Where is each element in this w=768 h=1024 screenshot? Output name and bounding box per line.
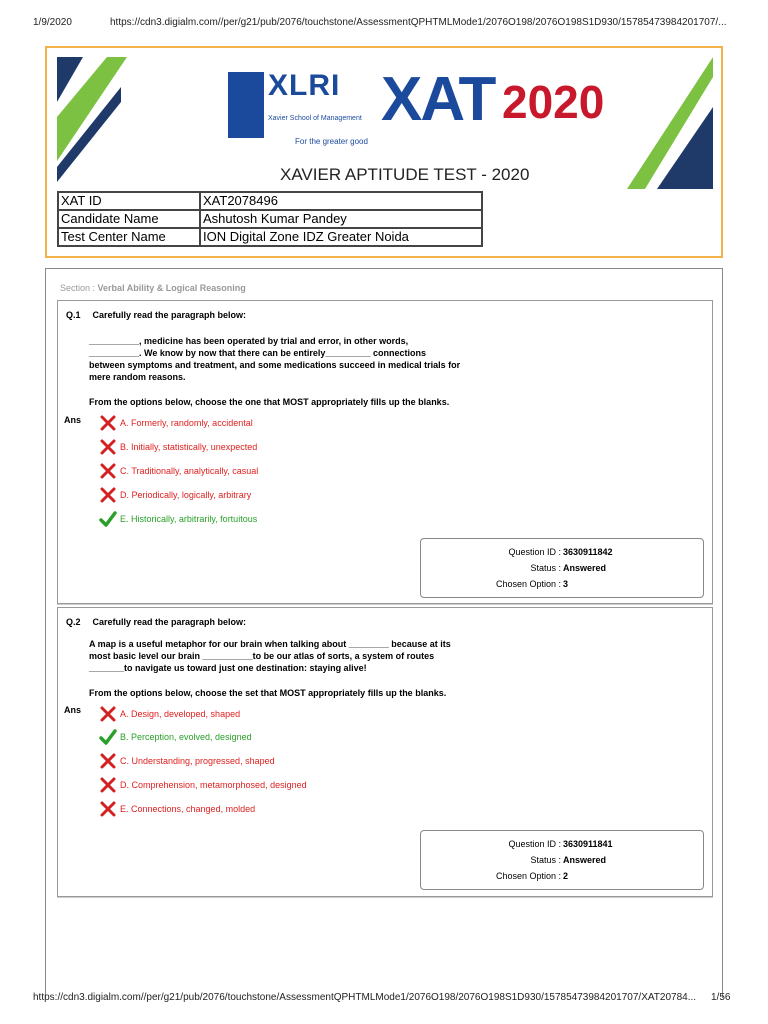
- question-prompt: Carefully read the paragraph below:: [92, 310, 247, 320]
- meta-qid-value: 3630911841: [563, 839, 613, 849]
- question-meta-box: [420, 538, 704, 598]
- option-text: C. Understanding, progressed, shaped: [120, 756, 275, 766]
- info-key: XAT ID: [58, 192, 200, 210]
- cross-icon: [99, 777, 117, 793]
- meta-status-label: Status :: [530, 563, 561, 573]
- paragraph-line: most basic level our brain __________to be our atlas of sorts, a system of routes: [89, 651, 435, 661]
- option-e[interactable]: [99, 801, 255, 817]
- option-text: E. Connections, changed, molded: [120, 804, 256, 814]
- paragraph-line: _______to navigate us toward just one destination: staying alive!: [89, 663, 367, 673]
- xlri-tagline: For the greater good: [295, 137, 368, 146]
- question-paragraph: [89, 638, 529, 674]
- question-number: Q.2: [66, 617, 81, 627]
- option-text: D. Periodically, logically, arbitrary: [120, 490, 252, 500]
- meta-qid-label: Question ID :: [508, 547, 561, 557]
- question-instruction: From the options below, choose the set that MOST appropriately fills up the blanks.: [89, 688, 447, 698]
- section-label: [60, 283, 246, 293]
- banner-subtitle: XAVIER APTITUDE TEST - 2020: [280, 165, 530, 184]
- option-c[interactable]: [99, 463, 258, 479]
- question-header: [66, 310, 246, 320]
- print-header: [0, 17, 768, 33]
- paragraph-line: A map is a useful metaphor for our brain when talking about ________ because at its: [89, 639, 451, 649]
- info-value: Ashutosh Kumar Pandey: [200, 210, 482, 228]
- xlri-emblem-icon: [228, 72, 264, 138]
- option-b[interactable]: [99, 729, 252, 745]
- page-number: 1/56: [711, 992, 731, 1003]
- cross-icon: [99, 706, 117, 722]
- candidate-info-table: [57, 191, 483, 247]
- question-number: Q.1: [66, 310, 81, 320]
- xat-year: 2020: [502, 76, 605, 128]
- option-e[interactable]: [99, 511, 257, 527]
- print-footer: [0, 992, 768, 1006]
- ans-label: Ans: [64, 705, 82, 715]
- meta-qid-value: 3630911842: [563, 547, 613, 557]
- paragraph-line: mere random reasons.: [89, 372, 186, 382]
- question-prompt: Carefully read the paragraph below:: [92, 617, 247, 627]
- question-card: [57, 607, 713, 897]
- cross-icon: [99, 463, 117, 479]
- info-key: Test Center Name: [58, 228, 200, 246]
- option-a[interactable]: [99, 706, 240, 722]
- meta-status-value: Answered: [563, 563, 607, 573]
- print-footer-url: https://cdn3.digialm.com//per/g21/pub/2076/touchstone/AssessmentQPHTMLMode1/2076O198/2076O198S1D930/15785473984201707/XAT20784...: [33, 992, 697, 1003]
- paragraph-line: __________. We know by now that there can be entirely_________ connections: [89, 348, 426, 358]
- cross-icon: [99, 415, 117, 431]
- info-value: ION Digital Zone IDZ Greater Noida: [200, 228, 482, 246]
- paragraph-line: __________, medicine has been operated by trial and error, in other words,: [89, 336, 409, 346]
- option-c[interactable]: [99, 753, 275, 769]
- ans-label: Ans: [64, 415, 82, 425]
- meta-chosen-value: 2: [563, 871, 569, 881]
- section-prefix: Section :: [60, 283, 96, 293]
- cross-icon: [99, 439, 117, 455]
- info-key: Candidate Name: [58, 210, 200, 228]
- option-text: B. Perception, evolved, designed: [120, 732, 252, 742]
- check-icon: [99, 511, 117, 527]
- table-row: [58, 228, 482, 246]
- xat-logo-text: XAT: [381, 65, 495, 134]
- xlri-logo-text: XLRI: [268, 69, 341, 102]
- cross-icon: [99, 801, 117, 817]
- xlri-subtext: Xavier School of Management: [268, 115, 362, 122]
- table-row: [58, 192, 482, 210]
- option-text: A. Formerly, randomly, accidental: [120, 418, 253, 428]
- cross-icon: [99, 753, 117, 769]
- info-value: XAT2078496: [200, 192, 482, 210]
- meta-chosen-value: 3: [563, 579, 569, 589]
- option-text: E. Historically, arbitrarily, fortuitous: [120, 514, 258, 524]
- print-date: 1/9/2020: [33, 17, 72, 28]
- cross-icon: [99, 487, 117, 503]
- question-instruction: From the options below, choose the one that MOST appropriately fills up the blanks.: [89, 397, 450, 407]
- table-row: [58, 210, 482, 228]
- meta-status-label: Status :: [530, 855, 561, 865]
- question-paragraph: [89, 335, 529, 383]
- option-text: C. Traditionally, analytically, casual: [120, 466, 259, 476]
- meta-chosen-label: Chosen Option :: [495, 579, 561, 589]
- meta-qid-label: Question ID :: [508, 839, 561, 849]
- meta-status-value: Answered: [563, 855, 607, 865]
- option-text: B. Initially, statistically, unexpected: [120, 442, 258, 452]
- option-d[interactable]: [99, 487, 251, 503]
- question-card: [57, 300, 713, 604]
- option-text: D. Comprehension, metamorphosed, designed: [120, 780, 307, 790]
- option-a[interactable]: [99, 415, 253, 431]
- check-icon: [99, 729, 117, 745]
- section-name: Verbal Ability & Logical Reasoning: [97, 283, 246, 293]
- question-header: [66, 617, 246, 627]
- meta-chosen-label: Chosen Option :: [495, 871, 561, 881]
- paragraph-line: between symptoms and treatment, and some medications succeed in medical trials for: [89, 360, 461, 370]
- question-meta-box: [420, 830, 704, 890]
- print-url: https://cdn3.digialm.com//per/g21/pub/2076/touchstone/AssessmentQPHTMLMode1/2076O198/2076O198S1D930/15785473984201707/...: [110, 17, 727, 28]
- option-d[interactable]: [99, 777, 307, 793]
- option-b[interactable]: [99, 439, 257, 455]
- option-text: A. Design, developed, shaped: [120, 709, 241, 719]
